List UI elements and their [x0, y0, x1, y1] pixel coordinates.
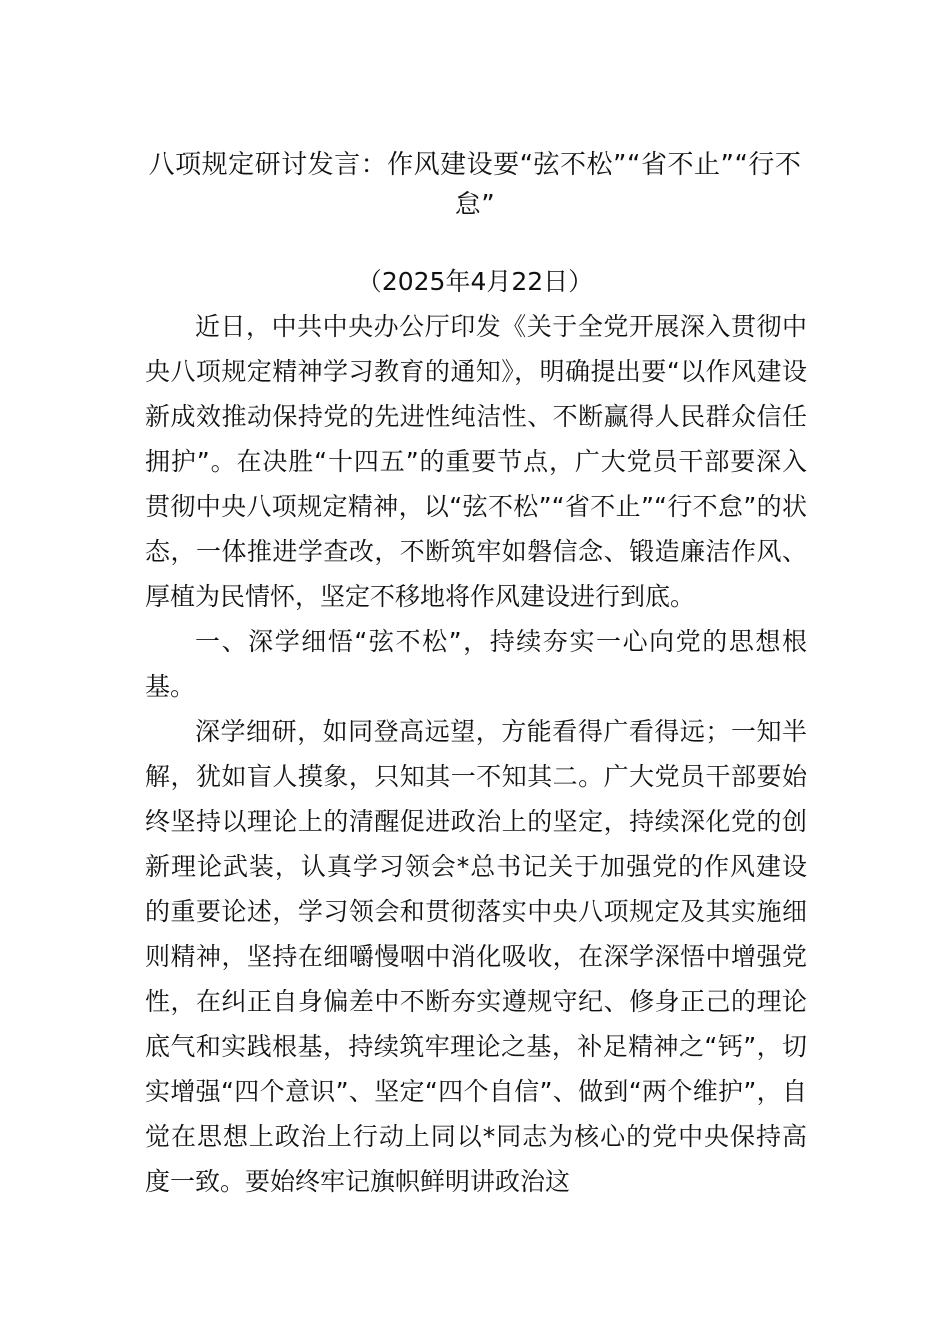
paragraph-intro: 近日，中共中央办公厅印发《关于全党开展深入贯彻中央八项规定精神学习教育的通知》，明确提出要“以作风建设新成效推动保持党的先进性纯洁性、不断赢得人民群众信任拥护”。在决胜“十四五”的重要节点，广大党员干部要深入贯彻中央八项规定精神，以“弦不松”“省不止”“行不怠”的状态，一体推进学查改，不断筑牢如磐信念、锻造廉洁作风、厚植为民情怀，坚定不移地将作风建设进行到底。	[145, 312, 807, 611]
paragraph-section-1: 深学细研，如同登高远望，方能看得广看得远；一知半解，犹如盲人摸象，只知其一不知其二。广大党员干部要始终坚持以理论上的清醒促进政治上的坚定，持续深化党的创新理论武装，认真学习领会*总书记关于加强党的作风建设的重要论述，学习领会和贯彻落实中央八项规定及其实施细则精神，坚持在细嚼慢咽中消化吸收，在深学深悟中增强党性，在纠正自身偏差中不断夯实遵规守纪、修身正己的理论底气和实践根基，持续筑牢理论之基，补足精神之“钙”，切实增强“四个意识”、坚定“四个自信”、做到“两个维护”，自觉在思想上政治上行动上同以*同志为核心的党中央保持高度一致。要始终牢记旗帜鲜明讲政治这	[145, 717, 807, 1196]
section-heading-1: 一、深学细悟“弦不松”，持续夯实一心向党的思想根基。	[145, 627, 807, 701]
document-title: 八项规定研讨发言：作风建设要“弦不松”“省不止”“行不怠”	[148, 150, 802, 220]
document-body	[145, 304, 807, 1204]
document-date: （2025年4月22日）	[356, 267, 594, 296]
